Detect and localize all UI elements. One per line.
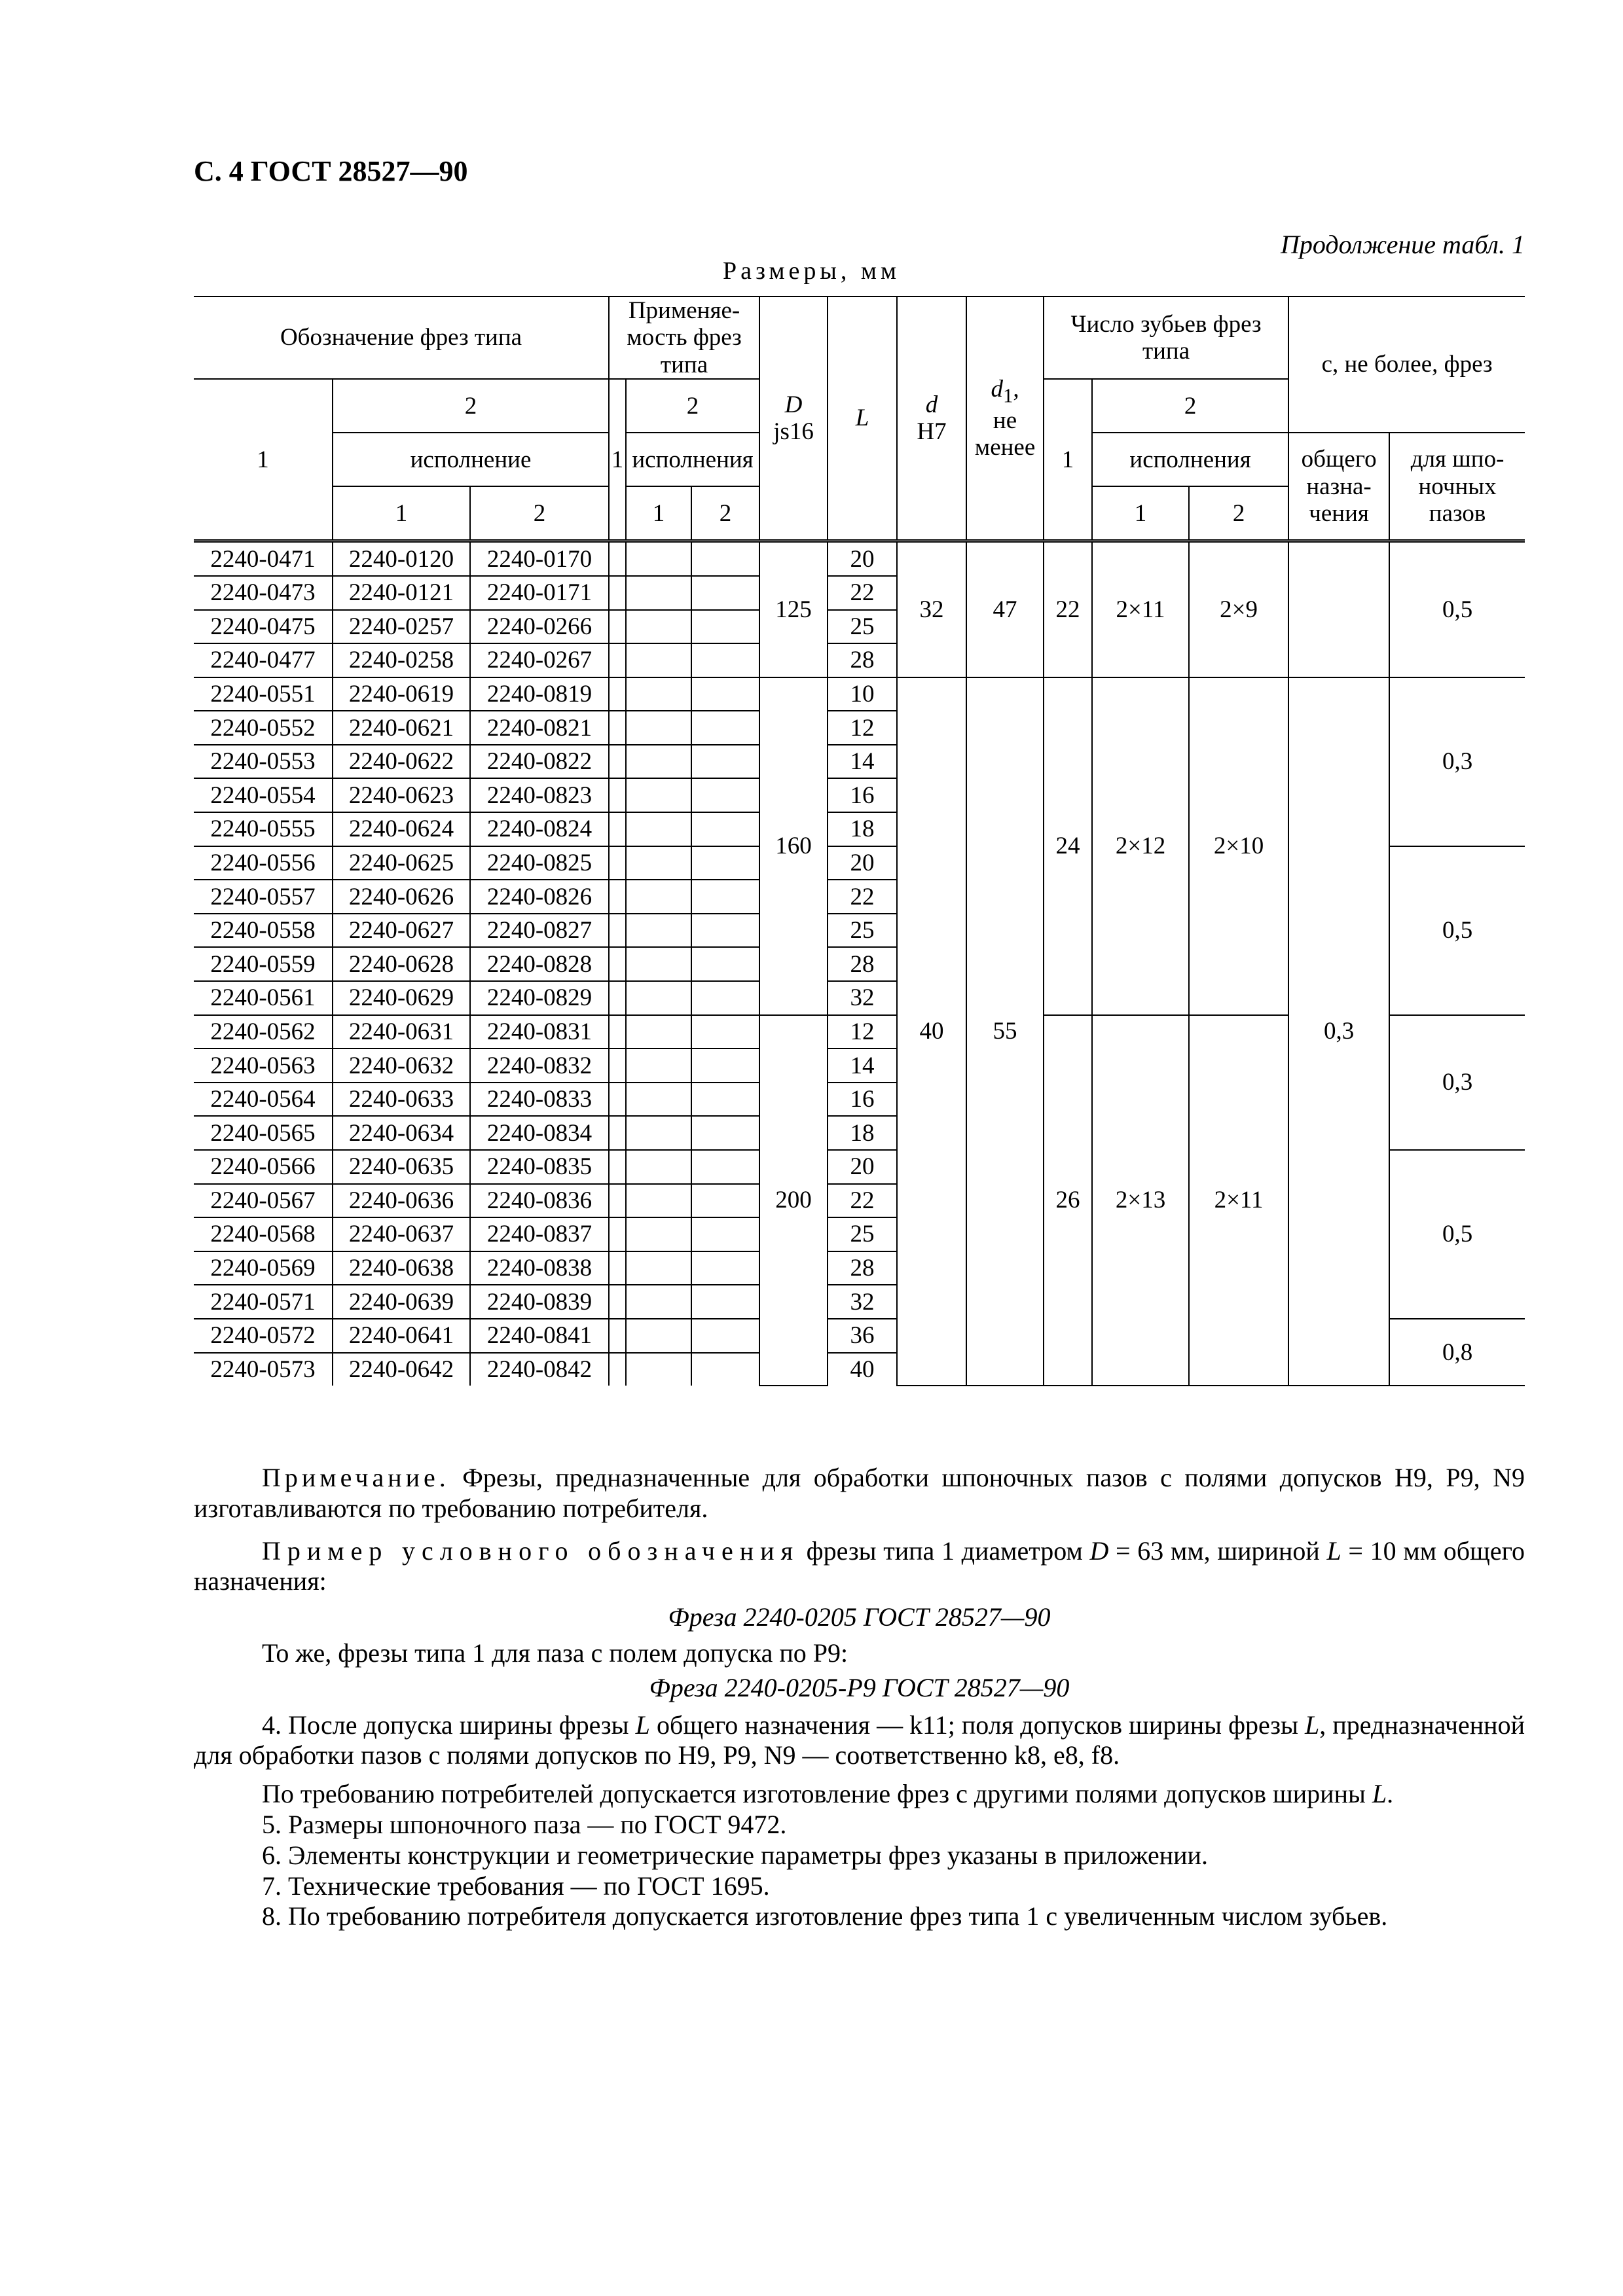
- L-value: 16: [828, 1083, 897, 1117]
- teeth-type1: 24: [1044, 677, 1092, 1015]
- c-general-header: общего назна-чения: [1288, 433, 1389, 541]
- d1-header: $d_1$, не менее: [966, 296, 1044, 541]
- type2-exec2-designation: 2240-0266: [470, 610, 609, 644]
- consumer-tolerances: По требованию потребителей допускается изготовление фрез с другими полями допусков ширины L.: [262, 1779, 1394, 1809]
- type2-exec1-designation: 2240-0626: [333, 880, 470, 914]
- type2-exec1-designation: 2240-0638: [333, 1251, 470, 1285]
- teeth-exec2-header: 2: [1189, 486, 1288, 541]
- L-value: 28: [828, 643, 897, 677]
- c-header: c, не более, фрез: [1288, 296, 1525, 433]
- type2-exec2-designation: 2240-0267: [470, 643, 609, 677]
- type2-exec2-designation: 2240-0824: [470, 812, 609, 846]
- applicability-exec1: [626, 1116, 691, 1150]
- type2-exec1-designation: 2240-0625: [333, 846, 470, 880]
- applicability-exec2: [691, 1353, 759, 1386]
- L-value: 18: [828, 1116, 897, 1150]
- applicability-exec2: [691, 711, 759, 745]
- type2-exec2-designation: 2240-0170: [470, 541, 609, 576]
- applicability-type1: [609, 1049, 626, 1083]
- type2-exec1-designation: 2240-0632: [333, 1049, 470, 1083]
- applicability-exec1: [626, 745, 691, 779]
- c-keyway-value: 0,8: [1389, 1319, 1525, 1386]
- L-value: 18: [828, 812, 897, 846]
- cutter-dimensions-table: [194, 296, 1525, 1386]
- c-keyway-value: 0,3: [1389, 677, 1525, 846]
- type2-exec2-designation: 2240-0841: [470, 1319, 609, 1353]
- L-value: 12: [828, 711, 897, 745]
- L-value: 20: [828, 1150, 897, 1184]
- c-keyway-header: для шпо-ночных пазов: [1389, 433, 1525, 541]
- type2-exec2-designation: 2240-0825: [470, 846, 609, 880]
- applicability-exec1: [626, 981, 691, 1015]
- d-value: 32: [897, 541, 966, 677]
- applicability-exec1: [626, 812, 691, 846]
- L-value: 25: [828, 610, 897, 644]
- type2-exec1-designation: 2240-0633: [333, 1083, 470, 1117]
- type2-exec1-designation: 2240-0619: [333, 677, 470, 711]
- type2-exec2-designation: 2240-0836: [470, 1184, 609, 1218]
- applicability-header: Применяе-мость фрез типа: [609, 296, 759, 379]
- type2-exec1-designation: 2240-0635: [333, 1150, 470, 1184]
- D-value: 200: [759, 1015, 828, 1386]
- c-general-value: 0,3: [1288, 677, 1389, 1386]
- applicability-exec1: [626, 1015, 691, 1049]
- L-value: 20: [828, 541, 897, 576]
- type1-designation: 2240-0568: [194, 1217, 333, 1251]
- applicability-exec2: [691, 541, 759, 576]
- type1-designation: 2240-0553: [194, 745, 333, 779]
- applicability-type1: [609, 541, 626, 576]
- body-text: [194, 1463, 1525, 1932]
- item-4: 4. После допуска ширины фрезы L общего назначения — k11; поля допусков ширины фрезы L, предназначенной для обработки пазов с полями допусков по H9, P9, N9 — соответственно k8, e8, f8.: [194, 1710, 1525, 1770]
- type1-designation: 2240-0563: [194, 1049, 333, 1083]
- teeth-type1: 26: [1044, 1015, 1092, 1386]
- type2-exec2-designation: 2240-0821: [470, 711, 609, 745]
- c-keyway-value: 0,3: [1389, 1015, 1525, 1150]
- applic-type1-header: 1: [609, 379, 626, 541]
- type2-header: 2: [333, 379, 609, 433]
- type2-exec1-designation: 2240-0622: [333, 745, 470, 779]
- applicability-exec1: [626, 1353, 691, 1386]
- applicability-exec1: [626, 1184, 691, 1218]
- D-value: 125: [759, 541, 828, 677]
- applicability-type1: [609, 610, 626, 644]
- teeth-type1-header: 1: [1044, 379, 1092, 541]
- type2-exec2-designation: 2240-0842: [470, 1353, 609, 1386]
- applic-type2-header: 2: [626, 379, 759, 433]
- applicability-exec1: [626, 1083, 691, 1117]
- applicability-exec1: [626, 576, 691, 610]
- designation-header: Обозначение фрез типа: [194, 296, 609, 379]
- applic-executions-header: исполнения: [626, 433, 759, 486]
- applicability-exec2: [691, 1319, 759, 1353]
- applicability-type1: [609, 880, 626, 914]
- applicability-type1: [609, 1319, 626, 1353]
- example-designation-1: Фреза 2240-0205 ГОСТ 28527—90: [668, 1602, 1051, 1632]
- type2-exec1-designation: 2240-0121: [333, 576, 470, 610]
- note: Примечание. Фрезы, предназначенные для обработки шпоночных пазов с полями допусков H9, P9, N9 изготавливаются по требованию потребителя.: [194, 1463, 1525, 1523]
- type2-exec2-designation: 2240-0171: [470, 576, 609, 610]
- L-header: L: [828, 296, 897, 541]
- type1-designation: 2240-0558: [194, 914, 333, 948]
- type2-exec2-designation: 2240-0827: [470, 914, 609, 948]
- applicability-type1: [609, 745, 626, 779]
- applicability-exec2: [691, 1116, 759, 1150]
- applicability-type1: [609, 1285, 626, 1319]
- type1-designation: 2240-0471: [194, 541, 333, 576]
- type1-designation: 2240-0573: [194, 1353, 333, 1386]
- applicability-exec1: [626, 1251, 691, 1285]
- applicability-exec2: [691, 914, 759, 948]
- applicability-type1: [609, 1217, 626, 1251]
- applicability-type1: [609, 846, 626, 880]
- applicability-exec1: [626, 1217, 691, 1251]
- applicability-type1: [609, 947, 626, 981]
- L-value: 10: [828, 677, 897, 711]
- L-value: 12: [828, 1015, 897, 1049]
- applicability-exec1: [626, 1150, 691, 1184]
- type2-exec1-designation: 2240-0634: [333, 1116, 470, 1150]
- type2-exec2-designation: 2240-0834: [470, 1116, 609, 1150]
- L-value: 22: [828, 576, 897, 610]
- type1-designation: 2240-0556: [194, 846, 333, 880]
- type1-designation: 2240-0552: [194, 711, 333, 745]
- type2-exec2-designation: 2240-0828: [470, 947, 609, 981]
- type1-designation: 2240-0566: [194, 1150, 333, 1184]
- type2-exec1-designation: 2240-0120: [333, 541, 470, 576]
- teeth-type2-exec2: 2×10: [1189, 677, 1288, 1015]
- type2-exec1-designation: 2240-0621: [333, 711, 470, 745]
- type2-exec1-designation: 2240-0639: [333, 1285, 470, 1319]
- execution-header: исполнение: [333, 433, 609, 486]
- type1-designation: 2240-0477: [194, 643, 333, 677]
- type1-designation: 2240-0554: [194, 778, 333, 812]
- type2-exec2-designation: 2240-0832: [470, 1049, 609, 1083]
- c-general-value: [1288, 541, 1389, 677]
- applicability-type1: [609, 677, 626, 711]
- type2-exec2-designation: 2240-0839: [470, 1285, 609, 1319]
- type1-designation: 2240-0551: [194, 677, 333, 711]
- teeth-executions-header: исполнения: [1092, 433, 1288, 486]
- applicability-type1: [609, 778, 626, 812]
- applicability-type1: [609, 981, 626, 1015]
- exec2-header: 2: [470, 486, 609, 541]
- c-keyway-value: 0,5: [1389, 541, 1525, 677]
- type2-exec1-designation: 2240-0628: [333, 947, 470, 981]
- type2-exec2-designation: 2240-0835: [470, 1150, 609, 1184]
- applicability-exec2: [691, 1083, 759, 1117]
- applicability-exec1: [626, 778, 691, 812]
- type2-exec2-designation: 2240-0837: [470, 1217, 609, 1251]
- teeth-type2-exec2: 2×11: [1189, 1015, 1288, 1386]
- type2-exec2-designation: 2240-0838: [470, 1251, 609, 1285]
- example-designation-2: Фреза 2240-0205-P9 ГОСТ 28527—90: [649, 1672, 1070, 1702]
- applicability-exec2: [691, 812, 759, 846]
- L-value: 14: [828, 745, 897, 779]
- applicability-exec1: [626, 711, 691, 745]
- example-intro: Пример условного обозначения фрезы типа 1 диаметром D = 63 мм, шириной L = 10 мм общего назначения:: [194, 1535, 1525, 1596]
- type1-designation: 2240-0571: [194, 1285, 333, 1319]
- applic-exec2-header: 2: [691, 486, 759, 541]
- applicability-exec2: [691, 1251, 759, 1285]
- L-value: 25: [828, 1217, 897, 1251]
- applicability-exec1: [626, 677, 691, 711]
- applicability-type1: [609, 1015, 626, 1049]
- applicability-exec2: [691, 880, 759, 914]
- L-value: 22: [828, 1184, 897, 1218]
- applicability-exec2: [691, 610, 759, 644]
- type2-exec1-designation: 2240-0257: [333, 610, 470, 644]
- applicability-exec1: [626, 914, 691, 948]
- d1-value: 47: [966, 541, 1044, 677]
- applicability-type1: [609, 1251, 626, 1285]
- applicability-exec1: [626, 880, 691, 914]
- teeth-type2-header: 2: [1092, 379, 1288, 433]
- type1-designation: 2240-0567: [194, 1184, 333, 1218]
- type1-designation: 2240-0555: [194, 812, 333, 846]
- type1-designation: 2240-0561: [194, 981, 333, 1015]
- teeth-exec1-header: 1: [1092, 486, 1189, 541]
- applicability-type1: [609, 1083, 626, 1117]
- applicability-exec1: [626, 1285, 691, 1319]
- item-6: 6. Элементы конструкции и геометрические параметры фрез указаны в приложении.: [262, 1840, 1208, 1870]
- type1-designation: 2240-0473: [194, 576, 333, 610]
- type2-exec1-designation: 2240-0642: [333, 1353, 470, 1386]
- table-continuation: Продолжение табл. 1: [1280, 230, 1525, 259]
- L-value: 32: [828, 1285, 897, 1319]
- applicability-exec2: [691, 1217, 759, 1251]
- applicability-exec1: [626, 643, 691, 677]
- type1-header: 1: [194, 379, 333, 541]
- L-value: 32: [828, 981, 897, 1015]
- applicability-type1: [609, 1150, 626, 1184]
- type2-exec2-designation: 2240-0826: [470, 880, 609, 914]
- type2-exec2-designation: 2240-0822: [470, 745, 609, 779]
- d1-value: 55: [966, 677, 1044, 1386]
- applicability-exec2: [691, 643, 759, 677]
- type1-designation: 2240-0572: [194, 1319, 333, 1353]
- type2-exec1-designation: 2240-0258: [333, 643, 470, 677]
- applicability-type1: [609, 576, 626, 610]
- applicability-type1: [609, 812, 626, 846]
- L-value: 36: [828, 1319, 897, 1353]
- item-8: 8. По требованию потребителя допускается изготовление фрез типа 1 с увеличенным числом зубьев.: [262, 1901, 1388, 1931]
- L-value: 22: [828, 880, 897, 914]
- d-value: 40: [897, 677, 966, 1386]
- L-value: 25: [828, 914, 897, 948]
- L-value: 28: [828, 947, 897, 981]
- D-header: D js16: [759, 296, 828, 541]
- applicability-exec1: [626, 610, 691, 644]
- applicability-exec1: [626, 846, 691, 880]
- c-keyway-value: 0,5: [1389, 846, 1525, 1015]
- L-value: 20: [828, 846, 897, 880]
- type2-exec1-designation: 2240-0636: [333, 1184, 470, 1218]
- type1-designation: 2240-0557: [194, 880, 333, 914]
- applicability-exec2: [691, 981, 759, 1015]
- D-value: 160: [759, 677, 828, 1015]
- teeth-type2-exec2: 2×9: [1189, 541, 1288, 677]
- applic-exec1-header: 1: [626, 486, 691, 541]
- applicability-exec2: [691, 1184, 759, 1218]
- type2-exec1-designation: 2240-0641: [333, 1319, 470, 1353]
- table-row: [194, 677, 1525, 711]
- type1-designation: 2240-0564: [194, 1083, 333, 1117]
- teeth-header: Число зубьев фрез типа: [1044, 296, 1288, 379]
- teeth-type2-exec1: 2×13: [1092, 1015, 1189, 1386]
- page-header: С. 4 ГОСТ 28527—90: [194, 155, 468, 187]
- same-p9: То же, фрезы типа 1 для паза с полем допуска по P9:: [262, 1638, 848, 1668]
- type1-designation: 2240-0565: [194, 1116, 333, 1150]
- type2-exec2-designation: 2240-0823: [470, 778, 609, 812]
- L-value: 14: [828, 1049, 897, 1083]
- type2-exec1-designation: 2240-0631: [333, 1015, 470, 1049]
- teeth-type2-exec1: 2×12: [1092, 677, 1189, 1015]
- type2-exec2-designation: 2240-0819: [470, 677, 609, 711]
- applicability-exec1: [626, 1049, 691, 1083]
- type2-exec1-designation: 2240-0623: [333, 778, 470, 812]
- applicability-type1: [609, 1184, 626, 1218]
- applicability-exec2: [691, 778, 759, 812]
- applicability-type1: [609, 1116, 626, 1150]
- type1-designation: 2240-0562: [194, 1015, 333, 1049]
- applicability-exec2: [691, 1285, 759, 1319]
- applicability-exec1: [626, 541, 691, 576]
- L-value: 16: [828, 778, 897, 812]
- item-5: 5. Размеры шпоночного паза — по ГОСТ 9472.: [262, 1809, 787, 1839]
- applicability-exec2: [691, 947, 759, 981]
- applicability-exec1: [626, 1319, 691, 1353]
- applicability-type1: [609, 711, 626, 745]
- type1-designation: 2240-0559: [194, 947, 333, 981]
- type2-exec2-designation: 2240-0833: [470, 1083, 609, 1117]
- applicability-type1: [609, 1353, 626, 1386]
- type2-exec1-designation: 2240-0629: [333, 981, 470, 1015]
- type1-designation: 2240-0569: [194, 1251, 333, 1285]
- type2-exec2-designation: 2240-0829: [470, 981, 609, 1015]
- teeth-type1: 22: [1044, 541, 1092, 677]
- type2-exec2-designation: 2240-0831: [470, 1015, 609, 1049]
- applicability-exec1: [626, 947, 691, 981]
- exec1-header: 1: [333, 486, 470, 541]
- applicability-exec2: [691, 1015, 759, 1049]
- applicability-exec2: [691, 745, 759, 779]
- type2-exec1-designation: 2240-0624: [333, 812, 470, 846]
- applicability-type1: [609, 643, 626, 677]
- c-keyway-value: 0,5: [1389, 1150, 1525, 1319]
- applicability-exec2: [691, 1049, 759, 1083]
- applicability-exec2: [691, 846, 759, 880]
- item-7: 7. Технические требования — по ГОСТ 1695.: [262, 1871, 770, 1901]
- applicability-exec2: [691, 576, 759, 610]
- L-value: 40: [828, 1353, 897, 1386]
- applicability-exec2: [691, 1150, 759, 1184]
- type2-exec1-designation: 2240-0627: [333, 914, 470, 948]
- L-value: 28: [828, 1251, 897, 1285]
- type2-exec1-designation: 2240-0637: [333, 1217, 470, 1251]
- table-units: Размеры, мм: [722, 257, 900, 285]
- applicability-type1: [609, 914, 626, 948]
- type1-designation: 2240-0475: [194, 610, 333, 644]
- teeth-type2-exec1: 2×11: [1092, 541, 1189, 677]
- applicability-exec2: [691, 677, 759, 711]
- table-row: [194, 541, 1525, 576]
- d-header: d H7: [897, 296, 966, 541]
